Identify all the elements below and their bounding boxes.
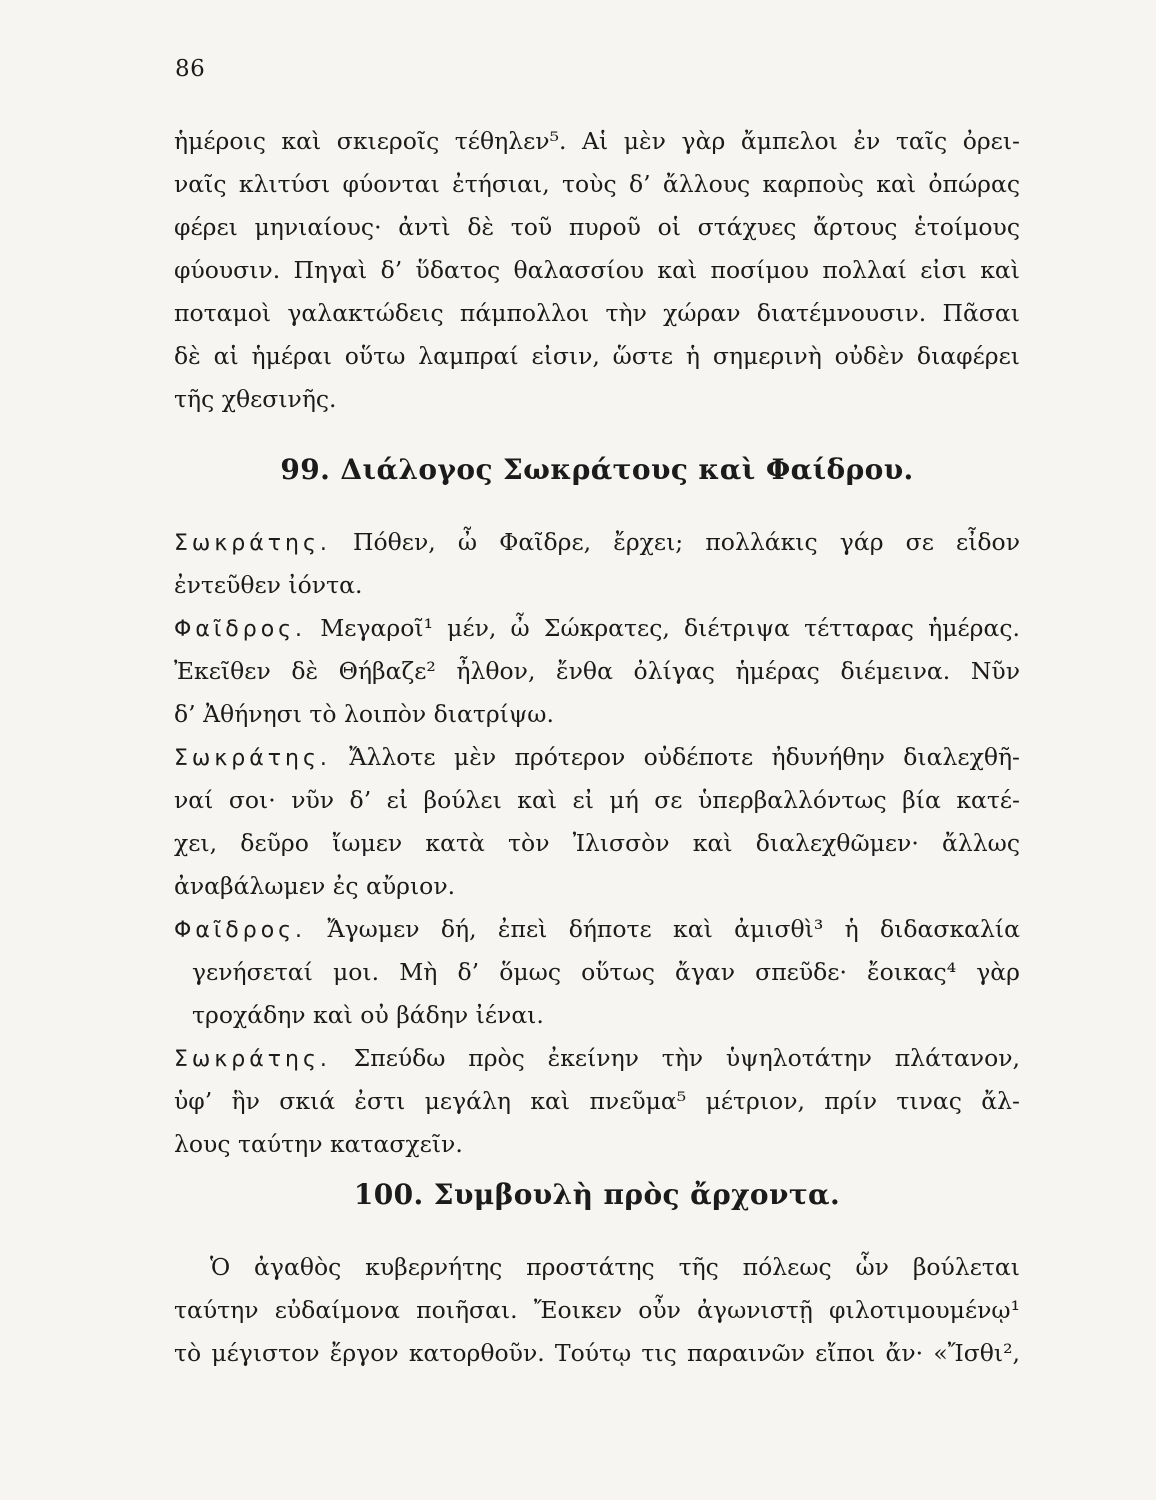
text-line: τῆς χθεσινῆς. <box>174 385 337 413</box>
text-line: ποταμοὶ γαλακτώδεις πάμπολλοι τὴν χώραν διατέμνουσιν. Πᾶσαι <box>174 299 1020 327</box>
section-100-paragraph <box>174 1246 1020 1375</box>
speaker-label: Σωκράτης. <box>174 1047 331 1072</box>
dialogue-text: Σπεύδω πρὸς ἐκείνην τὴν ὑψηλοτάτην πλάτανον, <box>330 1044 1020 1072</box>
dialogue-line: ναί σοι· νῦν δ’ εἰ βούλει καὶ εἰ μή σε ὑπερβαλλόντως βία κατέ- <box>174 786 1020 814</box>
text-line: ναῖς κλιτύσι φύονται ἐτήσιαι, τοὺς δ’ ἄλλους καρποὺς καὶ ὀπώρας <box>174 170 1020 198</box>
dialogue-text: Ἄγωμεν δή, ἐπεὶ δήποτε καὶ ἀμισθὶ³ ἡ διδασκαλία <box>306 915 1020 943</box>
dialogue-text: Ἄλλοτε μὲν πρότερον οὐδέποτε ἠδυνήθην διαλεχθῆ- <box>330 743 1020 771</box>
speaker-label: Φαῖδρος. <box>174 617 307 642</box>
section-100-title: 100. Συμβουλὴ πρὸς ἄρχοντα. <box>353 1178 841 1211</box>
dialogue-line: χει, δεῦρο ἴωμεν κατὰ τὸν Ἰλισσὸν καὶ διαλεχθῶμεν· ἄλλως <box>174 829 1020 857</box>
intro-paragraph <box>174 120 1020 421</box>
section-99-title: 99. Διάλογος Σωκράτους καὶ Φαίδρου. <box>280 453 914 486</box>
dialogue-line: λους ταύτην κατασχεῖν. <box>174 1130 463 1158</box>
dialogue-text: Πόθεν, ὦ Φαῖδρε, ἔρχει; πολλάκις γάρ σε εἶδον <box>330 528 1020 556</box>
page-number: 86 <box>175 56 206 82</box>
dialogue-line <box>174 1037 1020 1080</box>
text-line: τὸ μέγιστον ἔργον κατορθοῦν. Τούτῳ τις παραινῶν εἴποι ἄν· «Ἴσθι², <box>174 1339 1020 1367</box>
section-99-dialogue <box>174 521 1020 1166</box>
dialogue-line: γενήσεταί μοι. Μὴ δ’ ὅμως οὕτως ἄγαν σπεῦδε· ἔοικας⁴ γὰρ <box>192 958 1020 986</box>
dialogue-line: δ’ Ἀθήνησι τὸ λοιπὸν διατρίψω. <box>174 700 554 728</box>
dialogue-line <box>174 521 1020 564</box>
text-line: φέρει μηνιαίους· ἀντὶ δὲ τοῦ πυροῦ οἱ στάχυες ἄρτους ἑτοίμους <box>174 213 1020 241</box>
speaker-label: Φαῖδρος. <box>174 918 307 943</box>
dialogue-line <box>174 908 1020 951</box>
dialogue-text: Μεγαροῖ¹ μέν, ὦ Σώκρατες, διέτριψα τέτταρας ἡμέρας. <box>306 614 1020 642</box>
dialogue-line: ἐντεῦθεν ἰόντα. <box>174 571 363 599</box>
dialogue-line <box>174 736 1020 779</box>
text-line: ἡμέροις καὶ σκιεροῖς τέθηλεν⁵. Αἱ μὲν γὰρ ἄμπελοι ἐν ταῖς ὀρει- <box>174 127 1020 155</box>
dialogue-line: τροχάδην καὶ οὐ βάδην ἰέναι. <box>192 1001 544 1029</box>
text-line: ταύτην εὐδαίμονα ποιῆσαι. Ἔοικεν οὖν ἀγωνιστῇ φιλοτιμουμένῳ¹ <box>174 1296 1020 1324</box>
text-line: δὲ αἱ ἡμέραι οὕτω λαμπραί εἰσιν, ὥστε ἡ σημερινὴ οὐδὲν διαφέρει <box>174 342 1020 370</box>
dialogue-line <box>174 607 1020 650</box>
text-line: Ὁ ἀγαθὸς κυβερνήτης προστάτης τῆς πόλεως ὧν βούλεται <box>210 1253 1020 1281</box>
speaker-label: Σωκράτης. <box>174 531 331 556</box>
speaker-label: Σωκράτης. <box>174 746 331 771</box>
text-line: φύουσιν. Πηγαὶ δ’ ὕδατος θαλασσίου καὶ ποσίμου πολλαί εἰσι καὶ <box>174 256 1020 284</box>
dialogue-line: ἀναβάλωμεν ἐς αὔριον. <box>174 872 456 900</box>
dialogue-line: Ἐκεῖθεν δὲ Θήβαζε² ἦλθον, ἔνθα ὀλίγας ἡμέρας διέμεινα. Νῦν <box>174 657 1020 685</box>
dialogue-line: ὑφ’ ἣν σκιά ἐστι μεγάλη καὶ πνεῦμα⁵ μέτριον, πρίν τινας ἄλ- <box>174 1087 1020 1115</box>
